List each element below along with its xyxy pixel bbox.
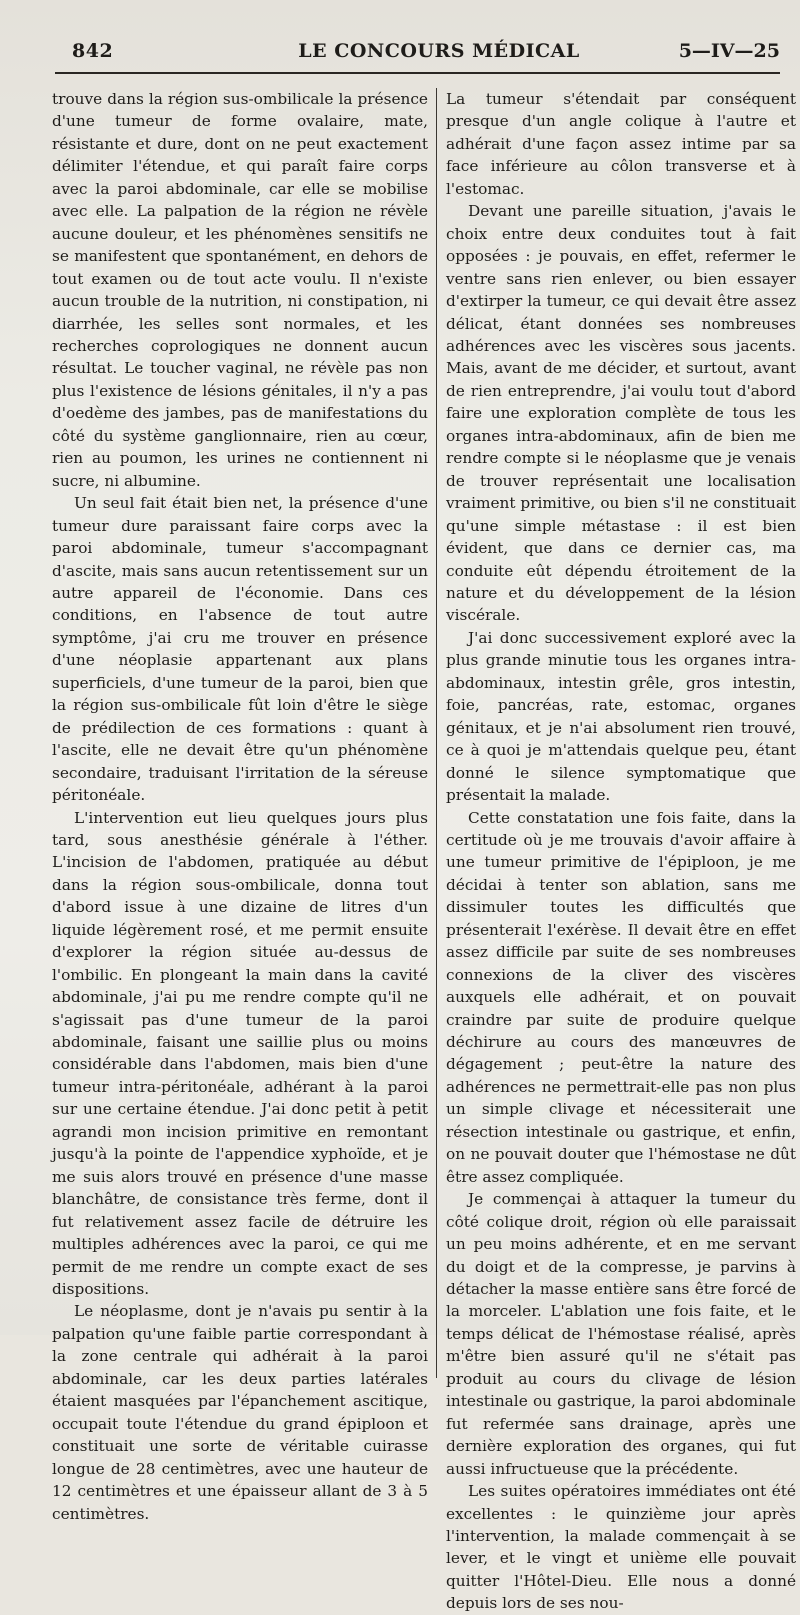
paragraph: Un seul fait était bien net, la présence d'une tumeur dure paraissant faire corps avec la paroi abdominale, tumeur s'accompagnant d'ascite, mais sans aucun retentissement sur un autre appareil de l'économie. Dans ces conditions, en l'absence de tout autre symptôme, j'ai cru me trouver en présence d'une néoplasie appartenant aux plans superficiels, d'une tumeur de la paroi, bien que la région sus-ombilicale fût loin d'être le siège de prédilection de ces formations : quant à l'ascite, elle ne devait être qu'un phénomène secondaire, traduisant l'irritation de la séreuse péritonéale. xyxy=(52,494,428,805)
paragraph: Devant une pareille situation, j'avais le choix entre deux conduites tout à fait opposées : je pouvais, en effet, refermer le ventre sans rien enlever, ou bien essayer d'extirper la tumeur, ce qui devait être assez délicat, étant données ses nombreuses adhérences avec les viscères sous jacents. Mais, avant de me décider, et surtout, avant de rien entreprendre, j'ai voulu tout d'abord faire une exploration complète de tous les organes intra-abdominaux, afin de bien me rendre compte si le néoplasme que je venais de trouver représentait une localisation vraiment primitive, ou bien s'il ne constituait qu'une simple métastase : il est bien évident, que dans ce dernier cas, ma conduite eût dépendu étroitement de la nature et du développement de la lésion viscérale. xyxy=(446,202,796,625)
paragraph: La tumeur s'étendait par conséquent presque d'un angle colique à l'autre et adhérait d'une façon assez intime par sa face inférieure au côlon transverse et à l'estomac. xyxy=(446,90,796,198)
paragraph: Le néoplasme, dont je n'avais pu sentir à la palpation qu'une faible partie correspondant à la zone centrale qui adhérait à la paroi abdominale, car les deux parties latérales étaient masquées par l'épanchement ascitique, occupait toute l'étendue du grand épiploon et constituait une sorte de véritable cuirasse longue de 28 centimètres, avec une hauteur de 12 centimètres et une épaisseur allant de 3 à 5 centimètres. xyxy=(52,1302,428,1523)
header-rule xyxy=(55,72,780,74)
paragraph: Les suites opératoires immédiates ont été excellentes : le quinzième jour après l'intervention, la malade commençait à se lever, et le vingt et unième elle pouvait quitter l'Hôtel-Dieu. Elle nous a donné depuis lors de ses nou- xyxy=(446,1482,796,1613)
paragraph: trouve dans la région sus-ombilicale la présence d'une tumeur de forme ovalaire, mate, résistante et dure, dont on ne peut exactement délimiter l'étendue, et qui paraît faire corps avec la paroi abdominale, car elle se mobilise avec elle. La palpation de la région ne révèle aucune douleur, et les phénomènes sensitifs ne se manifestent que spontanément, en dehors de tout examen ou de tout acte voulu. Il n'existe aucun trouble de la nutrition, ni constipation, ni diarrhée, les selles sont normales, et les recherches coprologiques ne donnent aucun résultat. Le toucher vaginal, ne révèle pas non plus l'existence de lésions génitales, il n'y a pas d'oedème des jambes, pas de manifestations du côté du système ganglionnaire, rien au cœur, rien au poumon, les urines ne contiennent ni sucre, ni albumine. xyxy=(52,90,428,490)
paragraph: Cette constatation une fois faite, dans la certitude où je me trouvais d'avoir affaire à une tumeur primitive de l'épiploon, je me décidai à tenter son ablation, sans me dissimuler toutes les difficultés que présenterait l'exérèse. Il devait être en effet assez difficile par suite de ses nombreuses connexions de la cliver des viscères auxquels elle adhérait, et on pouvait craindre par suite de produire quelque déchirure au cours des manœuvres de dégagement ; peut-être la nature des adhérences ne permettrait-elle pas non plus un simple clivage et nécessiterait une résection intestinale ou gastrique, et enfin, on ne pouvait douter que l'hémostase ne dût être assez compliquée. xyxy=(446,808,796,1186)
issue-date: 5—IV—25 xyxy=(678,40,780,62)
article-body xyxy=(52,88,796,1613)
paragraph: Je commençai à attaquer la tumeur du côté colique droit, région où elle paraissait un peu moins adhérente, et en me servant du doigt et de la compresse, je parvins à détacher la masse entière sans être forcé de la morceler. L'ablation une fois faite, et le temps délicat de l'hémostase réalisé, après m'être bien assuré qu'il ne s'était pas produit au cours du clivage de lésion intestinale ou gastrique, la paroi abdominale fut refermée sans drainage, après une dernière exploration des organes, qui fut aussi infructueuse que la précédente. xyxy=(446,1190,796,1478)
right-column xyxy=(446,88,796,1615)
paragraph: J'ai donc successivement exploré avec la plus grande minutie tous les organes intra-abdominaux, intestin grêle, gros intestin, foie, pancréas, rate, estomac, organes génitaux, et je n'ai absolument rien trouvé, ce à quoi je m'attendais quelque peu, étant donné le silence symptomatique que présentait la malade. xyxy=(446,628,796,805)
page-number: 842 xyxy=(72,40,114,62)
journal-title: LE CONCOURS MÉDICAL xyxy=(298,40,580,62)
left-column xyxy=(52,88,428,1525)
paragraph: L'intervention eut lieu quelques jours plus tard, sous anesthésie générale à l'éther. L'incision de l'abdomen, pratiquée au début dans la région sous-ombilicale, donna tout d'abord issue à une dizaine de litres d'un liquide légèrement rosé, et me permit ensuite d'explorer la région située au-dessus de l'ombilic. En plongeant la main dans la cavité abdominale, j'ai pu me rendre compte qu'il ne s'agissait pas d'une tumeur de la paroi abdominale, faisant une saillie plus ou moins considérable dans l'abdomen, mais bien d'une tumeur intra-péritonéale, adhérant à la paroi sur une certaine étendue. J'ai donc petit à petit agrandi mon incision primitive en remontant jusqu'à la pointe de l'appendice xyphoïde, et je me suis alors trouvé en présence d'une masse blanchâtre, de consistance très ferme, dont il fut relativement assez facile de détruire les multiples adhérences avec la paroi, ce qui me permit de me rendre un compte exact de ses dispositions. xyxy=(52,808,428,1299)
column-divider xyxy=(436,88,437,1378)
page-header xyxy=(58,38,780,72)
